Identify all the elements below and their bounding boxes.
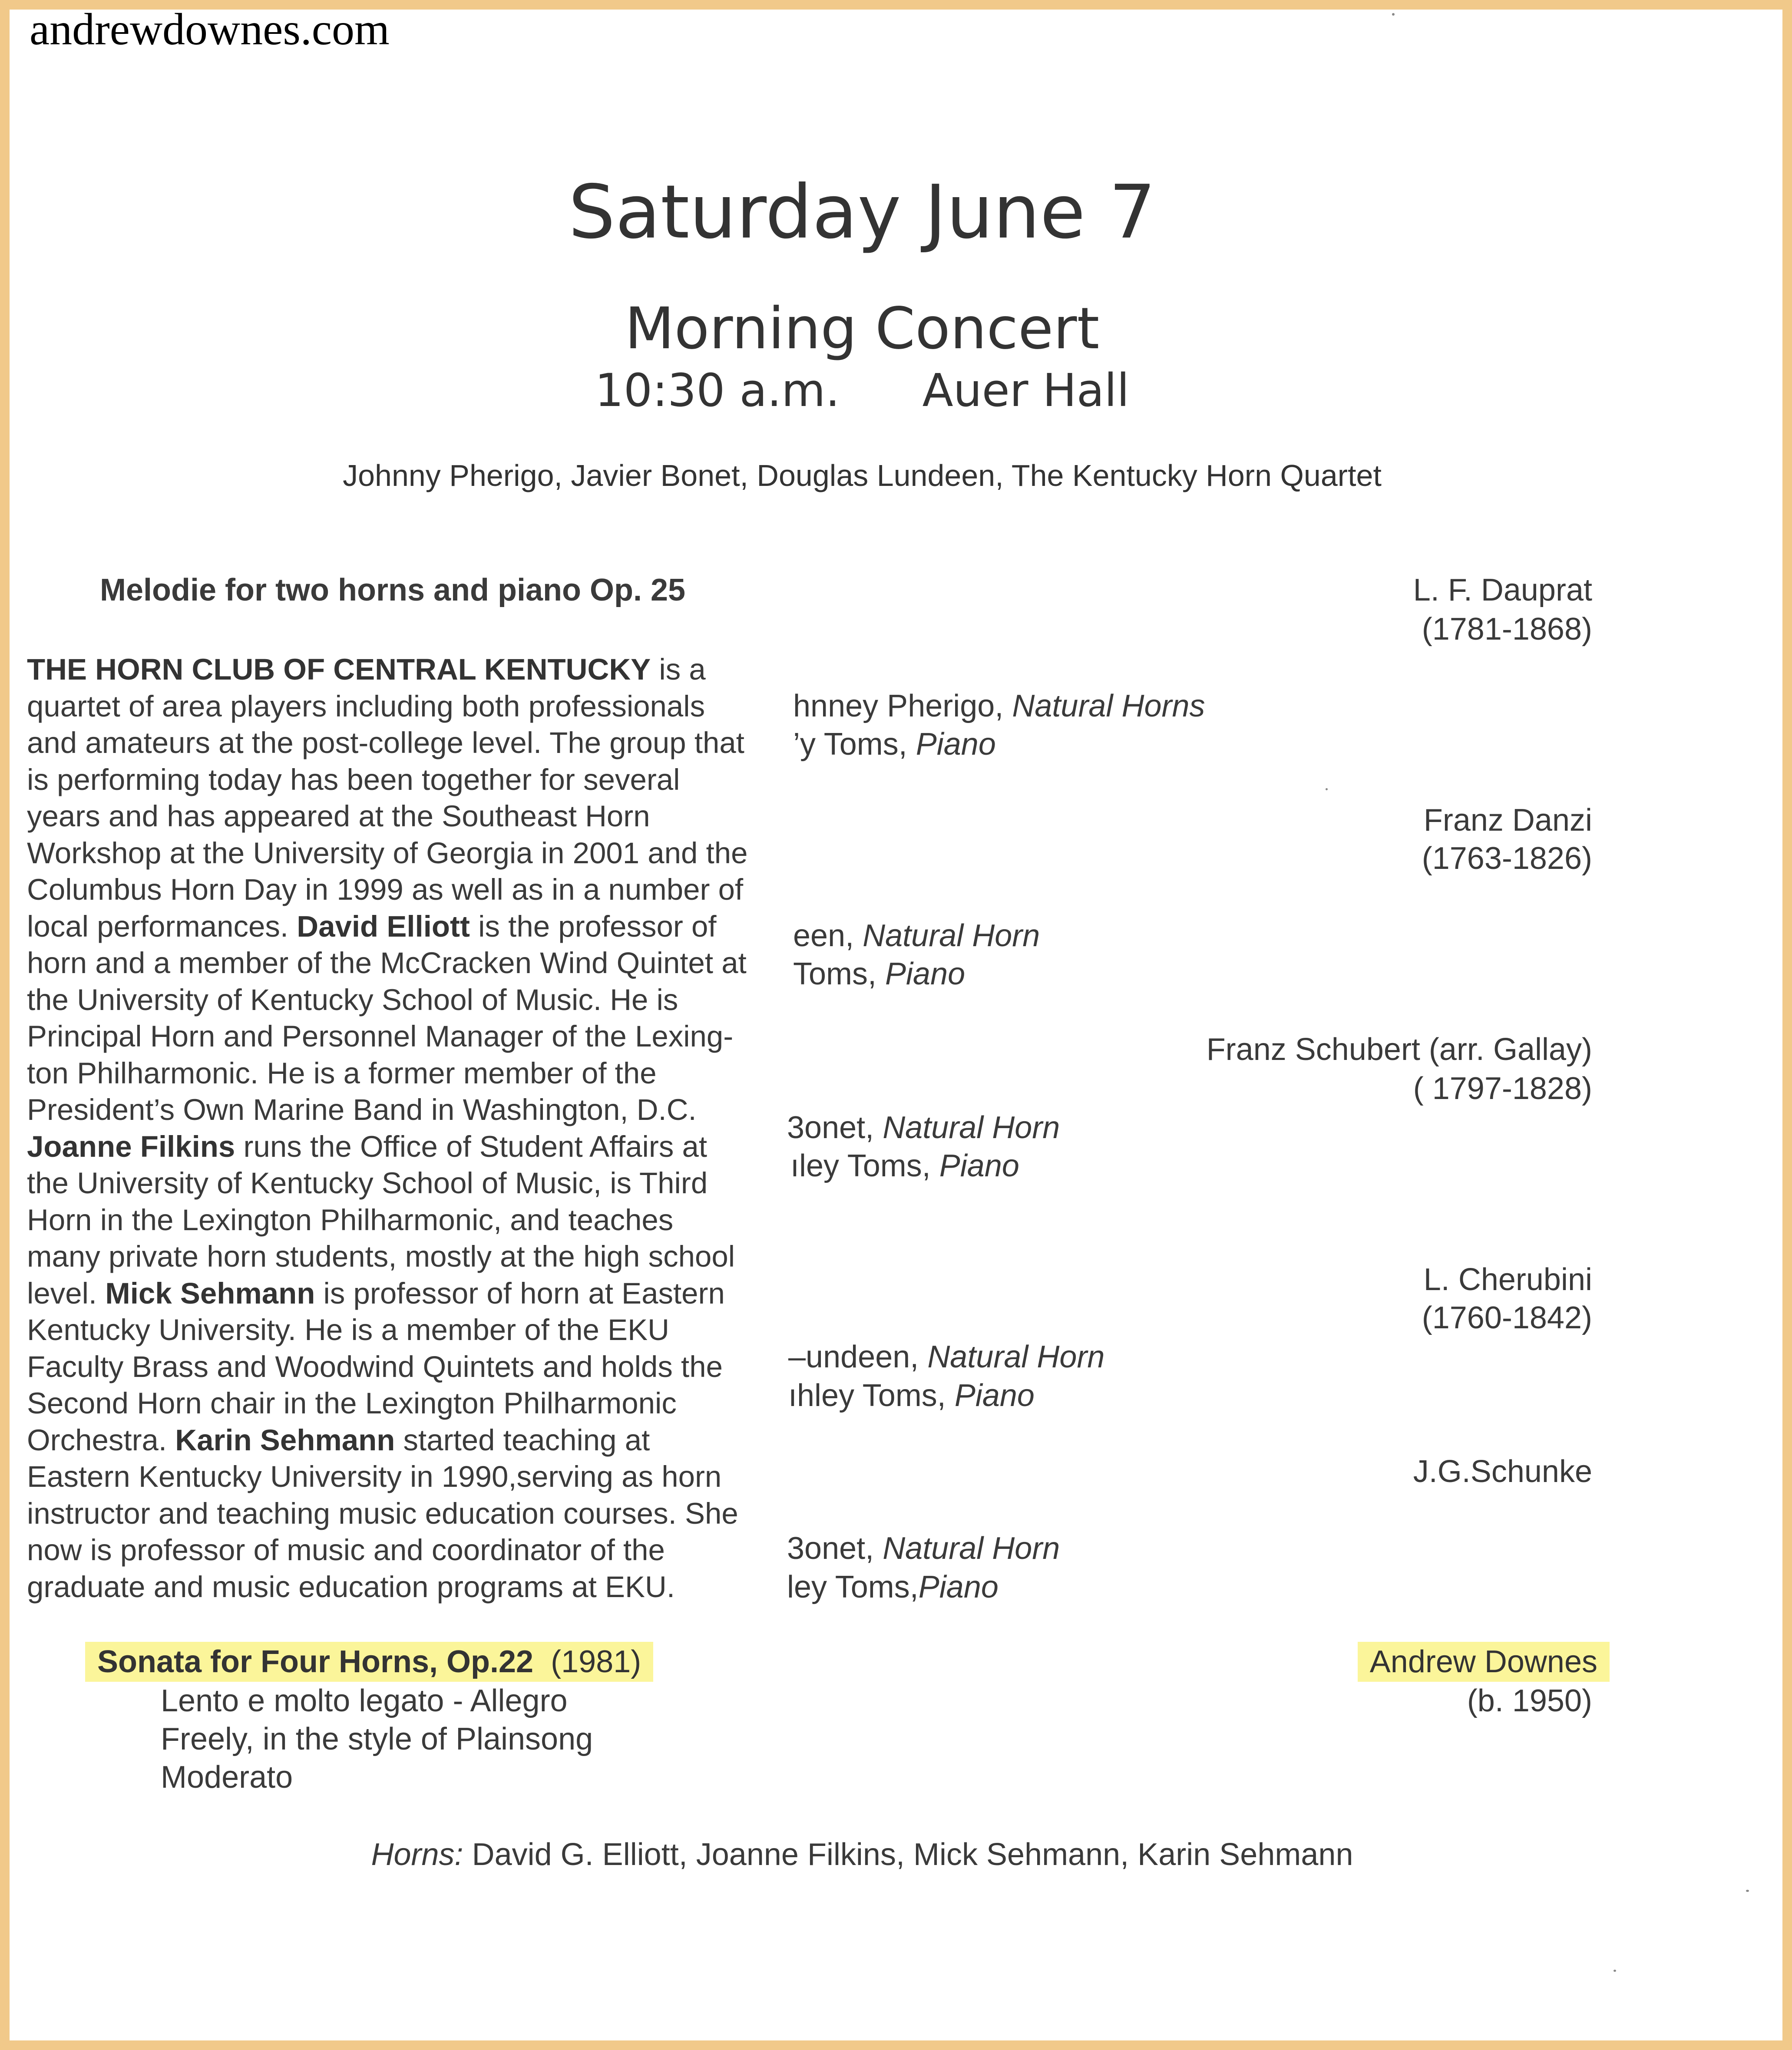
performer-line: Toms, Piano: [793, 957, 965, 991]
sonata-year: (1981): [551, 1644, 641, 1679]
concert-date: Saturday June 7: [568, 169, 1156, 255]
performer-line: –undeen, Natural Horn: [788, 1340, 1105, 1374]
performer-line: ley Toms,Piano: [787, 1570, 998, 1604]
composer-dates: (1781-1868): [1422, 612, 1592, 647]
composer-dates: (1763-1826): [1422, 841, 1592, 876]
site-watermark: andrewdownes.com: [30, 4, 390, 54]
concert-time: 10:30 a.m.: [595, 364, 840, 417]
performer-line: 3onet, Natural Horn: [787, 1110, 1060, 1145]
scan-speck: [1392, 13, 1395, 16]
horn-club-bio: THE HORN CLUB OF CENTRAL KENTUCKY is a quartet of area players including both professionals and amateurs at the post-college level. The group that is performing today has been together for several years and has appeared at the Southeast Horn Workshop at the University of Georgia in 2001 and the Columbus Horn Day in 1999 as well as in a number of local performances. David Elliott is the professor of horn and a member of the McCracken Wind Quintet at the University of Kentucky School of Music. He is Principal Horn and Personnel Manager of the Lexing- ton Philharmonic. He is a former member of the President’s Own Marine Band in Washington, D.C. Joanne Filkins runs the Office of Student Affairs at the University of Kentucky School of Music, is Third Horn in the Lexington Philharmonic, and teaches many private horn students, mostly at the high school level. Mick Sehmann is professor of horn at Eastern Kentucky University. He is a member of the EKU Faculty Brass and Woodwind Quintets and holds the Second Horn chair in the Lexington Philharmonic Orchestra. Karin Sehmann started teaching at Eastern Kentucky University in 1990,serving as horn instructor and teaching music education courses. She now is professor of music and coordinator of the graduate and music education programs at EKU.: [27, 653, 748, 1604]
composer-name: Franz Schubert (arr. Gallay): [1206, 1032, 1592, 1067]
composer-name: Franz Danzi: [1423, 803, 1592, 838]
sonata-title: Sonata for Four Horns, Op.22: [97, 1644, 534, 1679]
performer-line: hnney Pherigo, Natural Horns: [793, 689, 1205, 723]
sonata-composer-dates: (b. 1950): [1467, 1684, 1592, 1718]
sonata-composer: Andrew Downes: [1358, 1642, 1610, 1682]
scan-speck: [1613, 1970, 1616, 1972]
composer-name: L. F. Dauprat: [1413, 573, 1592, 607]
performers-line: Johnny Pherigo, Javier Bonet, Douglas Lundeen, The Kentucky Horn Quartet: [343, 459, 1382, 492]
concert-name: Morning Concert: [625, 295, 1100, 362]
scan-speck: [1326, 788, 1328, 790]
work-title: Melodie for two horns and piano Op. 25: [100, 573, 686, 607]
movement: Moderato: [161, 1760, 293, 1795]
movement: Freely, in the style of Plainsong: [161, 1722, 593, 1756]
concert-time-place: [0, 364, 1724, 417]
composer-name: J.G.Schunke: [1413, 1454, 1592, 1489]
performer-line: een, Natural Horn: [793, 918, 1040, 953]
horn-players-line: Horns: David G. Elliott, Joanne Filkins, Mick Sehmann, Karin Sehmann: [371, 1837, 1353, 1872]
sonata-title-highlight: [85, 1644, 653, 1680]
movement: Lento e molto legato - Allegro: [161, 1684, 568, 1718]
composer-dates: ( 1797-1828): [1413, 1071, 1592, 1106]
composer-name: L. Cherubini: [1423, 1262, 1592, 1297]
performer-line: ıhley Toms, Piano: [788, 1378, 1035, 1413]
performer-line: 3onet, Natural Horn: [787, 1531, 1060, 1566]
performer-line: ’y Toms, Piano: [793, 727, 996, 762]
sonata-composer-highlight: [1358, 1644, 1610, 1680]
composer-dates: (1760-1842): [1422, 1301, 1592, 1335]
scan-speck: [1746, 1890, 1749, 1892]
concert-hall: Auer Hall: [922, 364, 1130, 417]
performer-line: ıley Toms, Piano: [790, 1149, 1019, 1183]
